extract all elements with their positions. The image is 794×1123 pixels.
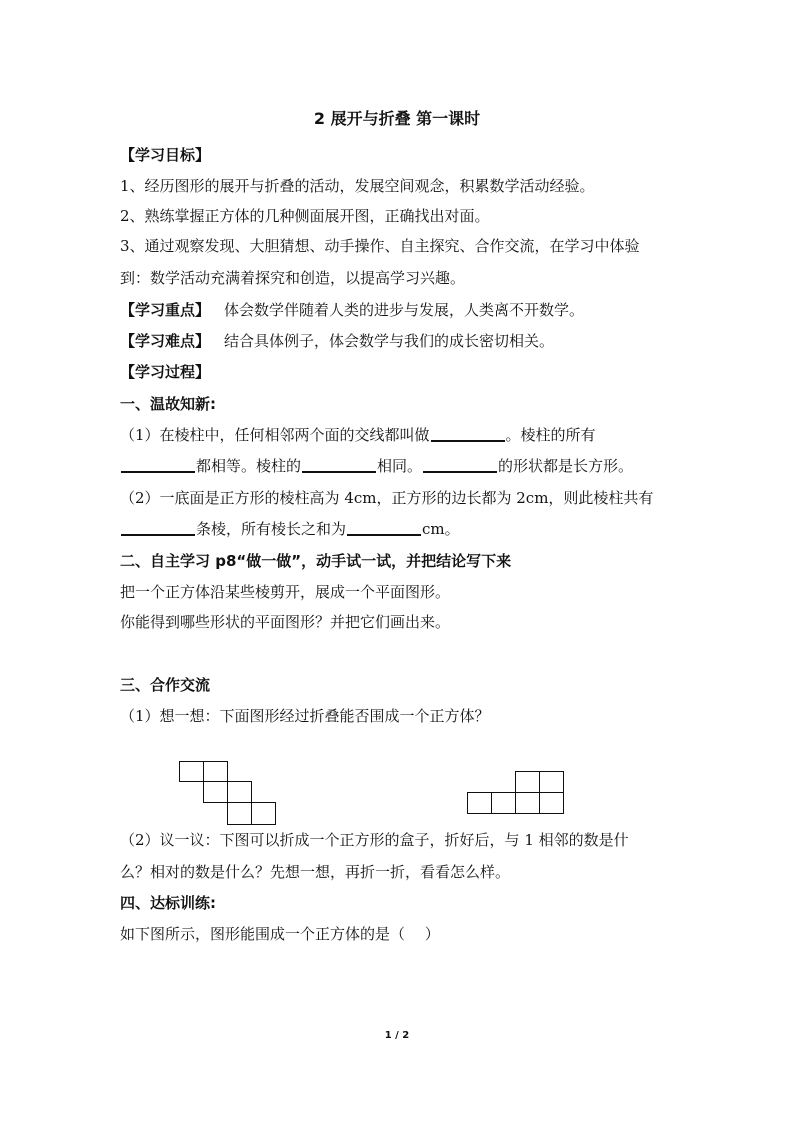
net-square (228, 803, 252, 825)
key-point-row (120, 300, 680, 320)
net-square (228, 782, 252, 803)
net-square (180, 762, 204, 782)
answer-blank[interactable] (121, 471, 195, 473)
answer-blank[interactable] (121, 534, 195, 536)
net-square (516, 772, 540, 793)
review-q2-text-b: 条棱，所有棱长之和为 (196, 520, 347, 538)
training-heading: 四、达标训练: (120, 894, 216, 912)
review-q1-text-b: 。棱柱的所有 (505, 426, 596, 444)
net-square (252, 803, 276, 825)
page-title: 2 展开与折叠 第一课时 (313, 109, 481, 128)
cube-net-figure-1 (178, 760, 280, 826)
cube-net-figure-2 (466, 770, 568, 816)
answer-blank[interactable] (302, 471, 376, 473)
key-point-label: 【学习重点】 (120, 301, 211, 319)
net-square (540, 793, 564, 814)
difficulty-row (120, 331, 680, 351)
net-square (204, 762, 228, 782)
answer-blank[interactable] (423, 471, 497, 473)
net-square (540, 772, 564, 793)
objective-item-3: 3、通过观察发现、大胆猜想、动手操作、自主探究、合作交流，在学习中体验 (120, 237, 640, 255)
net-square (468, 793, 492, 814)
self-study-heading: 二、自主学习 p8“做一做”，动手试一试，并把结论写下来 (120, 552, 512, 570)
net-square (204, 782, 228, 803)
cooperation-q2-line1: （2）议一议：下图可以折成一个正方形的盒子，折好后，与 1 相邻的数是什 (120, 831, 629, 849)
review-heading: 一、温故知新: (120, 395, 216, 413)
difficulty-text: 结合具体例子，体会数学与我们的成长密切相关。 (224, 332, 555, 350)
difficulty-label: 【学习难点】 (120, 332, 211, 350)
review-q1-text-d: 相同。 (377, 457, 423, 475)
objective-item-3-cont: 到：数学活动充满着探究和创造，以提高学习兴趣。 (120, 269, 466, 287)
cooperation-q2-line2: 么？相对的数是什么？先想一想，再折一折，看看怎么样。 (120, 863, 511, 881)
review-q1-text-e: 的形状都是长方形。 (498, 457, 634, 475)
objectives-heading: 【学习目标】 (120, 146, 211, 164)
net-square (516, 793, 540, 814)
review-q1-text-c: 都相等。棱柱的 (196, 457, 302, 475)
cooperation-heading: 三、合作交流 (120, 676, 211, 694)
self-study-line-1: 把一个正方体沿某些棱剪开，展成一个平面图形。 (120, 583, 451, 601)
objective-item-2: 2、熟练掌握正方体的几种侧面展开图，正确找出对面。 (120, 207, 490, 225)
objective-item-1: 1、经历图形的展开与折叠的活动，发展空间观念，积累数学活动经验。 (120, 177, 595, 195)
review-q2-line2 (120, 519, 680, 539)
answer-blank[interactable] (347, 534, 421, 536)
training-q1: 如下图所示，图形能围成一个正方体的是（ ） (120, 925, 440, 943)
review-q2-line1: （2）一底面是正方形的棱柱高为 4cm，正方形的边长都为 2cm，则此棱柱共有 (120, 489, 654, 507)
review-q2-text-c: cm。 (422, 520, 460, 538)
self-study-line-2: 你能得到哪些形状的平面图形？并把它们画出来。 (120, 613, 451, 631)
review-q1-line2 (120, 456, 680, 476)
review-q1-line1 (120, 425, 680, 445)
process-heading: 【学习过程】 (120, 363, 211, 381)
net-square (492, 793, 516, 814)
cooperation-q1: （1）想一想：下面图形经过折叠能否围成一个正方体？ (120, 707, 490, 725)
page-number: 1 / 2 (384, 1030, 410, 1041)
key-point-text: 体会数学伴随着人类的进步与发展，人类离不开数学。 (224, 301, 585, 319)
review-q1-text-a: （1）在棱柱中，任何相邻两个面的交线都叫做 (120, 426, 430, 444)
answer-blank[interactable] (431, 440, 505, 442)
